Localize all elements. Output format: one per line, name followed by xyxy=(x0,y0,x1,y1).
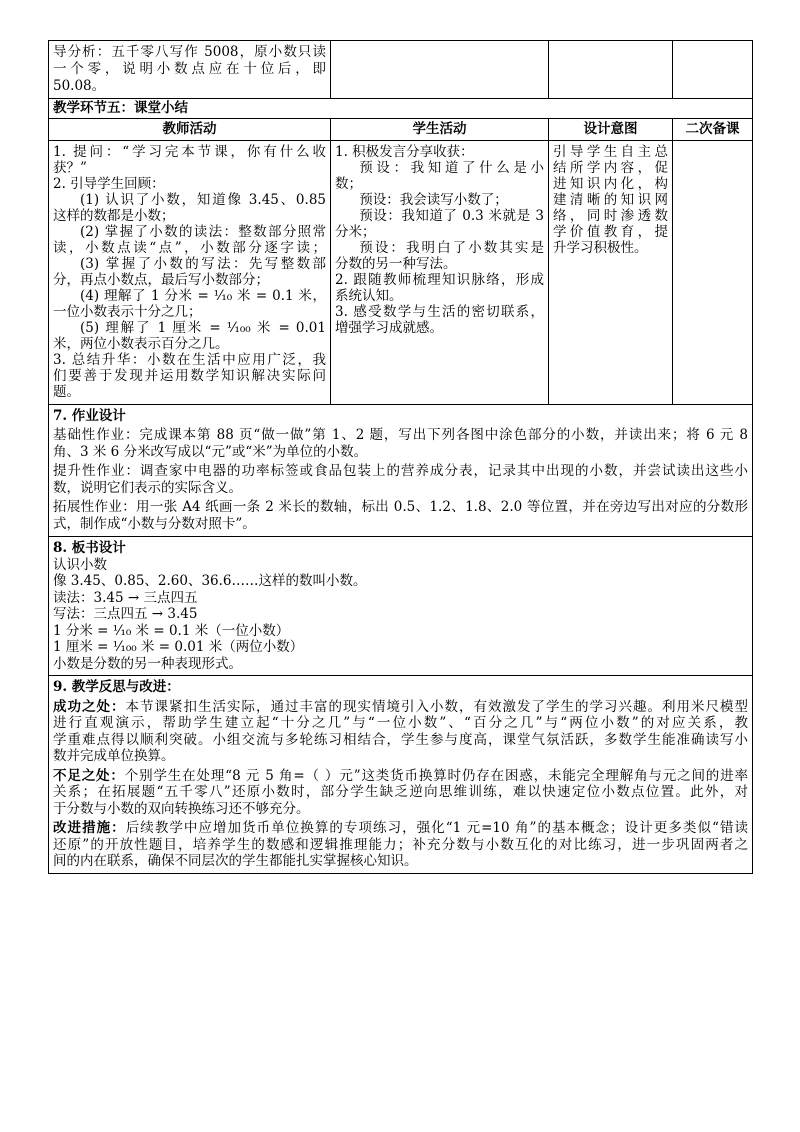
homework-line: 基础性作业：完成课本第 88 页“做一做”第 1、2 题，写出下列各图中涂色部分的小数，并读出来；将 6 元 8 xyxy=(53,427,748,443)
teacher-line: 3. 总结升华：小数在生活中应用广泛，我 xyxy=(53,352,326,368)
shortcoming-label: 不足之处： xyxy=(53,767,125,784)
reflection-text: 个别学生在处理“8 元 5 角=（ ）元”这类货币换算时仍存在困惑，未能完全理解角与元之间的进率 xyxy=(124,767,749,784)
student-line: 预设：我知道了什么是小 xyxy=(359,160,544,176)
homework-line: 角、3 米 6 分米改写成以“元”或“米”为单位的小数。 xyxy=(53,444,368,460)
student-line: 2. 跟随教师梳理知识脉络，形成 xyxy=(335,272,544,288)
student-activity-cell xyxy=(331,141,549,405)
board-line: 认识小数 xyxy=(53,556,107,573)
homework-line: 提升性作业：调查家中电器的功率标签或食品包装上的营养成分表，记录其中出现的小数，并尝试读出这些小 xyxy=(53,463,748,479)
reflection-improvement xyxy=(53,820,748,870)
student-line: 分米； xyxy=(335,224,376,240)
reflection-cell xyxy=(49,676,753,874)
teacher-line: (3) 掌握了小数的写法：先写整数部 xyxy=(80,256,326,272)
reflection-line: 进行直观演示，帮助学生建立起“十分之几”与“一位小数”、“百分之几”与“两位小数”的对应关系，教 xyxy=(53,715,748,731)
reflection-line xyxy=(53,820,748,837)
board-row xyxy=(49,537,753,676)
header-second-prep: 二次备课 xyxy=(673,119,753,141)
teacher-line: (1) 认识了小数，知道像 3.45、0.85 xyxy=(80,192,326,208)
student-line: 3. 感受数学与生活的密切联系， xyxy=(335,304,544,320)
lesson-plan-table xyxy=(48,40,753,874)
reflection-line: 间的内在联系，确保不同层次的学生都能扎实掌握核心知识。 xyxy=(53,853,418,869)
teacher-line: 读，小数点读“点”，小数部分逐字读； xyxy=(53,240,326,256)
empty-cell xyxy=(331,41,549,99)
intent-line: 进知识内化，构 xyxy=(553,176,668,192)
teacher-line: 1. 提问：“学习完本节课，你有什么收 xyxy=(53,144,326,160)
teacher-line: 分，再点小数点，最后写小数部分； xyxy=(53,272,269,288)
summary-content-row xyxy=(49,141,753,405)
homework-cell xyxy=(49,405,753,537)
reflection-text: 本节课紧扣生活实际，通过丰富的现实情境引入小数，有效激发了学生的学习兴趣。利用米尺模型 xyxy=(125,698,748,715)
reflection-line: 关系；在拓展题“五千零八”还原小数时，部分学生缺乏逆向思维训练，难以快速定位小数点位置。此外，对 xyxy=(53,784,748,800)
teacher-line: (4) 理解了 1 分米 = ¹⁄₁₀ 米 = 0.1 米， xyxy=(80,288,326,304)
student-line: 预设：我知道了 0.3 米就是 3 xyxy=(359,208,544,224)
board-line: 像 3.45、0.85、2.60、36.6……这样的数叫小数。 xyxy=(53,573,367,589)
intent-line: 升学习积极性。 xyxy=(553,240,648,256)
continuation-line: 50.08。 xyxy=(53,78,106,94)
intent-line: 引导学生自主总 xyxy=(553,144,668,160)
teacher-line: 们要善于发现并运用数学知识解决实际问 xyxy=(53,368,326,384)
homework-line: 数，说明它们表示的实际含义。 xyxy=(53,480,242,496)
student-line: 1. 积极发言分享收获： xyxy=(335,144,474,160)
reflection-shortcoming xyxy=(53,768,748,818)
student-line: 系统认知。 xyxy=(335,288,403,304)
reflection-success xyxy=(53,699,748,765)
teacher-line: 题。 xyxy=(53,384,80,400)
teacher-line: (5) 理解了 1 厘米 = ¹⁄₁₀₀ 米 = 0.01 xyxy=(80,320,326,336)
reflection-line: 于分数与小数的双向转换练习还不够充分。 xyxy=(53,800,310,817)
continuation-row xyxy=(49,41,753,99)
continuation-cell xyxy=(49,41,331,99)
section-title: 教学环节五：课堂小结 xyxy=(49,99,753,119)
student-line: 分数的另一种写法。 xyxy=(335,256,457,272)
reflection-row xyxy=(49,676,753,874)
board-cell xyxy=(49,537,753,676)
reflection-line: 还原”的开放性题目，培养学生的数感和逻辑推理能力；补充分数与小数互化的对比练习，进一步巩固两者之 xyxy=(53,836,748,853)
teacher-activity-cell xyxy=(49,141,331,405)
header-design-intent: 设计意图 xyxy=(549,119,673,141)
reflection-text: 后续教学中应增加货币单位换算的专项练习，强化“1 元=10 角”的基本概念；设计更多类似“错读 xyxy=(125,820,748,836)
empty-cell xyxy=(549,41,673,99)
student-line: 增强学习成就感。 xyxy=(335,320,443,336)
reflection-line: 学重难点得以顺利突破。小组交流与多轮练习相结合，学生参与度高，课堂气氛活跃，多数学生能准确读写小 xyxy=(53,731,748,748)
board-title: 8. 板书设计 xyxy=(53,540,126,556)
second-prep-cell xyxy=(673,141,753,405)
intent-line: 建清晰的知识网 xyxy=(553,192,668,208)
section-title-row xyxy=(49,99,753,119)
intent-line: 络，同时渗透数 xyxy=(553,208,668,224)
continuation-line: 导分析：五千零八写作 5008，原小数只读 xyxy=(53,44,326,60)
teacher-line: 一位小数表示十分之几； xyxy=(53,304,202,320)
homework-improve xyxy=(53,463,748,497)
student-line: 预设：我明白了小数其实是 xyxy=(359,240,544,256)
student-line: 预设：我会读写小数了； xyxy=(359,192,508,208)
improvement-label: 改进措施： xyxy=(53,820,126,836)
board-line: 小数是分数的另一种表现形式。 xyxy=(53,655,242,672)
board-line: 1 厘米 = ¹⁄₁₀₀ 米 = 0.01 米（两位小数） xyxy=(53,639,304,655)
board-line: 读法：3.45 → 三点四五 xyxy=(53,589,198,606)
homework-title: 7. 作业设计 xyxy=(53,408,126,424)
teacher-line: 2. 引导学生回顾： xyxy=(53,176,165,192)
header-student-activity: 学生活动 xyxy=(331,119,549,141)
homework-line: 拓展性作业：用一张 A4 纸画一条 2 米长的数轴，标出 0.5、1.2、1.8、2.0 等位置，并在旁边写出对应的分数形 xyxy=(53,499,748,515)
homework-row xyxy=(49,405,753,537)
board-line: 写法：三点四五 → 3.45 xyxy=(53,606,198,622)
column-header-row xyxy=(49,119,753,141)
header-teacher-activity: 教师活动 xyxy=(49,119,331,141)
continuation-line: 一个零，说明小数点应在十位后，即 xyxy=(53,61,326,77)
teacher-line: 获？” xyxy=(53,160,87,176)
student-line: 数； xyxy=(335,176,362,192)
reflection-title: 9. 教学反思与改进： xyxy=(53,679,180,695)
teacher-line: 米，两位小数表示百分之几。 xyxy=(53,336,229,352)
reflection-line xyxy=(53,699,748,716)
reflection-line: 数并完成单位换算。 xyxy=(53,748,175,764)
board-line: 1 分米 = ¹⁄₁₀ 米 = 0.1 米（一位小数） xyxy=(53,622,290,639)
homework-extend xyxy=(53,499,748,533)
intent-line: 结所学内容，促 xyxy=(553,160,668,176)
homework-basic xyxy=(53,427,748,461)
success-label: 成功之处： xyxy=(53,698,126,715)
teacher-line: (2) 掌握了小数的读法：整数部分照常 xyxy=(80,224,326,240)
design-intent-cell xyxy=(549,141,673,405)
teacher-line: 这样的数都是小数； xyxy=(53,208,175,224)
reflection-line xyxy=(53,768,748,785)
intent-line: 学价值教育，提 xyxy=(553,224,668,240)
homework-line: 式，制作成“小数与分数对照卡”。 xyxy=(53,516,256,532)
empty-cell xyxy=(673,41,753,99)
